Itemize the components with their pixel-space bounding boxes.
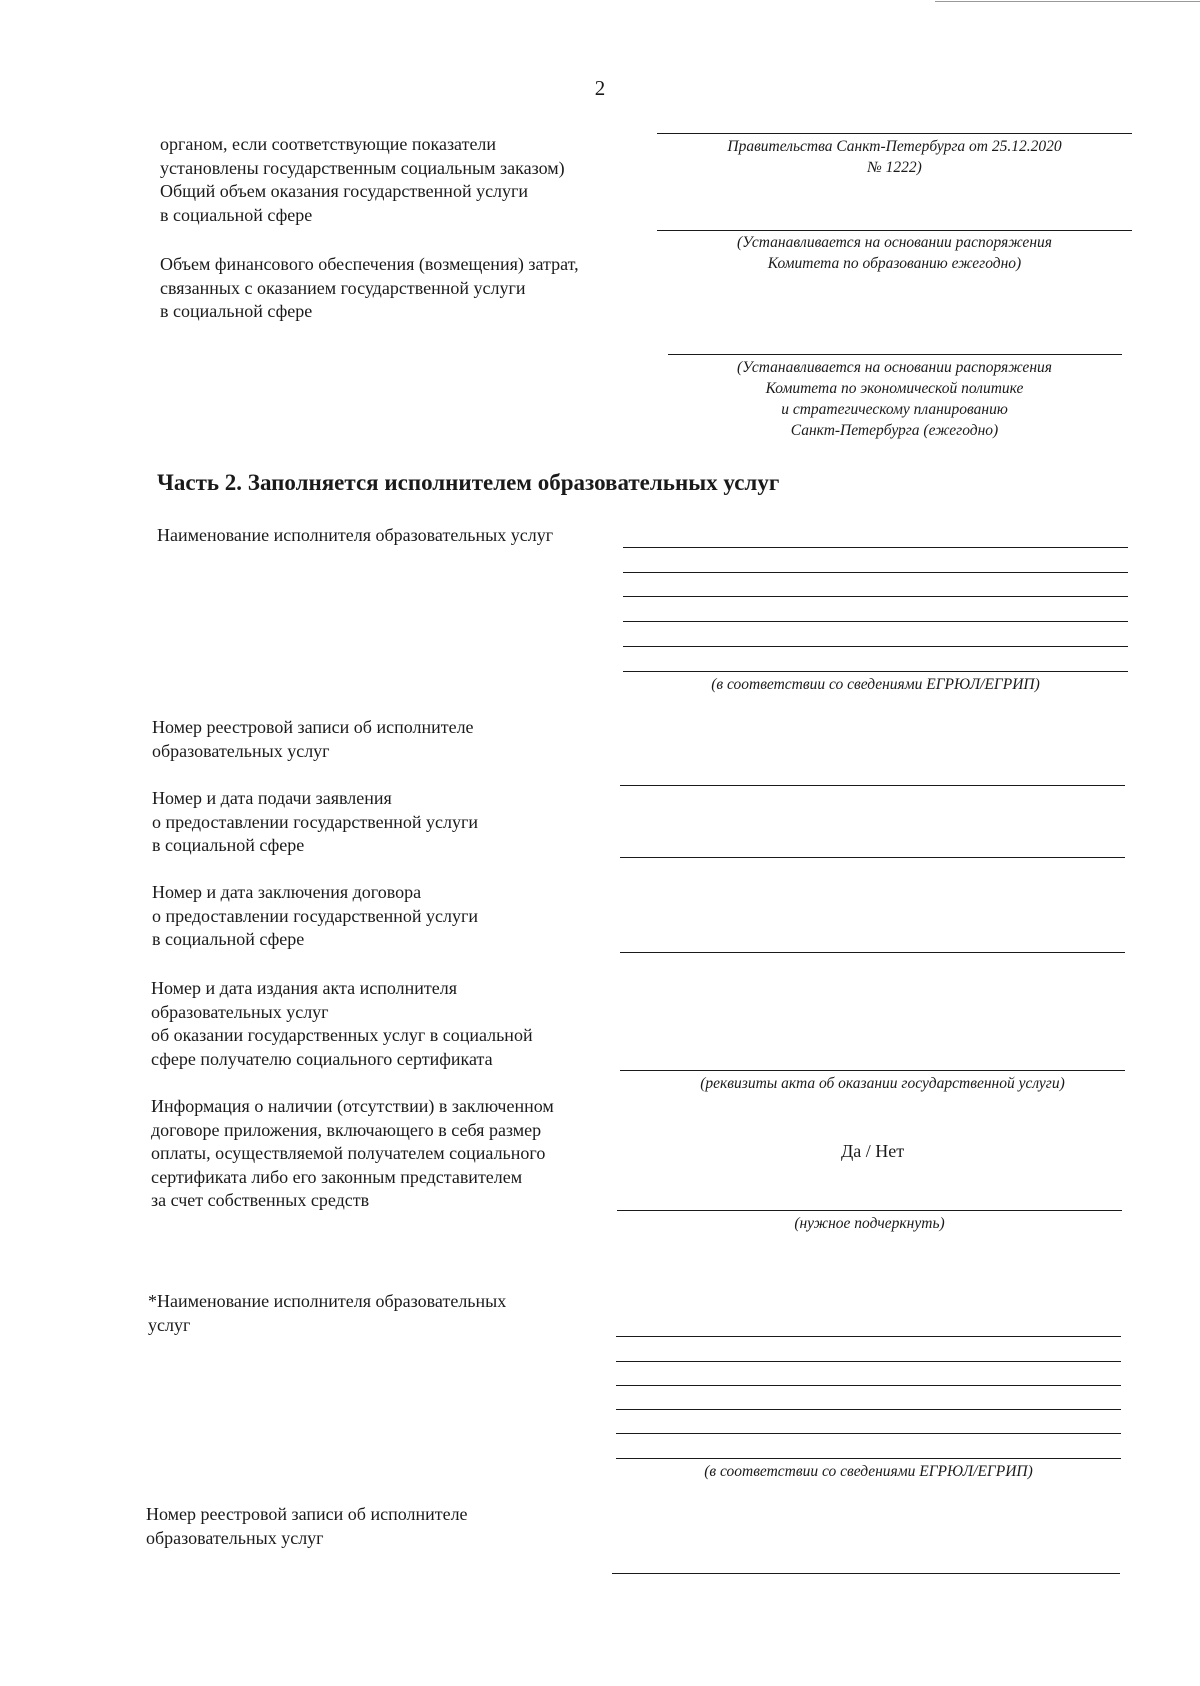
provider-name2-field-line-4[interactable] [616,1409,1121,1410]
act-field[interactable] [620,1070,1125,1071]
provider-name-field-line-3[interactable] [623,596,1128,597]
appendix-info-field[interactable] [617,1210,1122,1211]
financing-volume-field[interactable] [668,354,1122,355]
page-number: 2 [594,76,606,100]
provider-name2-field-line-5[interactable] [616,1433,1121,1434]
total-volume-field[interactable] [657,230,1132,231]
application-label: Номер и дата подачи заявления о предоставлении государственной услуги в социальной сфере [152,788,478,855]
provider-name2-field-line-2[interactable] [616,1361,1121,1362]
provider-name2-field-line-6[interactable] [616,1458,1121,1459]
act-label: Номер и дата издания акта исполнителя образовательных услуг об оказании государственных услуг в социальной сфере получателю социального сертификата [151,978,533,1069]
government-reference-note: Правительства Санкт-Петербурга от 25.12.2020 № 1222) [727,138,1062,176]
provider-name-note: (в соответствии со сведениями ЕГРЮЛ/ЕГРИП) [711,676,1040,693]
registry-number2-field[interactable] [612,1573,1120,1574]
provider-name2-note: (в соответствии со сведениями ЕГРЮЛ/ЕГРИП) [704,1463,1033,1480]
act-note: (реквизиты акта об оказании государственной услуги) [700,1075,1065,1092]
provider-name-field-line-4[interactable] [623,621,1128,622]
total-volume-label: органом, если соответствующие показатели установлены государственным социальным заказом) Общий объем оказания государственной услуги в социальной сфере [160,134,565,225]
contract-label: Номер и дата заключения договора о предоставлении государственной услуги в социальной сфере [152,882,478,949]
scan-edge-line [935,1,1200,2]
underline-note: (нужное подчеркнуть) [794,1215,945,1232]
registry-number2-label: Номер реестровой записи об исполнителе образовательных услуг [146,1504,468,1548]
provider-name-field-line-2[interactable] [623,572,1128,573]
provider-name2-field-line-3[interactable] [616,1385,1121,1386]
registry-number-field[interactable] [620,785,1125,786]
yes-no-choice[interactable]: Да / Нет [840,1141,905,1161]
financing-volume-label: Объем финансового обеспечения (возмещения) затрат, связанных с оказанием государственной услуги в социальной сфере [160,254,579,321]
provider-name-label: Наименование исполнителя образовательных услуг [157,525,554,545]
part2-heading: Часть 2. Заполняется исполнителем образовательных услуг [157,470,780,495]
field-line [657,133,1132,134]
provider-name-field-line-5[interactable] [623,646,1128,647]
appendix-info-label: Информация о наличии (отсутствии) в заключенном договоре приложения, включающего в себя размер оплаты, осуществляемой получателем социального сертификата либо его законным представителем за счет собственных средств [151,1096,554,1210]
education-committee-note: (Устанавливается на основании распоряжения Комитета по образованию ежегодно) [737,234,1052,272]
provider-name-field-line-6[interactable] [623,671,1128,672]
provider-name2-field-line-1[interactable] [616,1336,1121,1337]
economic-committee-note: (Устанавливается на основании распоряжения Комитета по экономической политике и стратегическому планированию Санкт-Петербурга (ежегодно) [737,359,1052,439]
application-field[interactable] [620,857,1125,858]
registry-number-label: Номер реестровой записи об исполнителе образовательных услуг [152,717,474,761]
provider-name2-label: *Наименование исполнителя образовательных услуг [148,1291,507,1335]
provider-name-field-line-1[interactable] [623,547,1128,548]
contract-field[interactable] [620,952,1125,953]
